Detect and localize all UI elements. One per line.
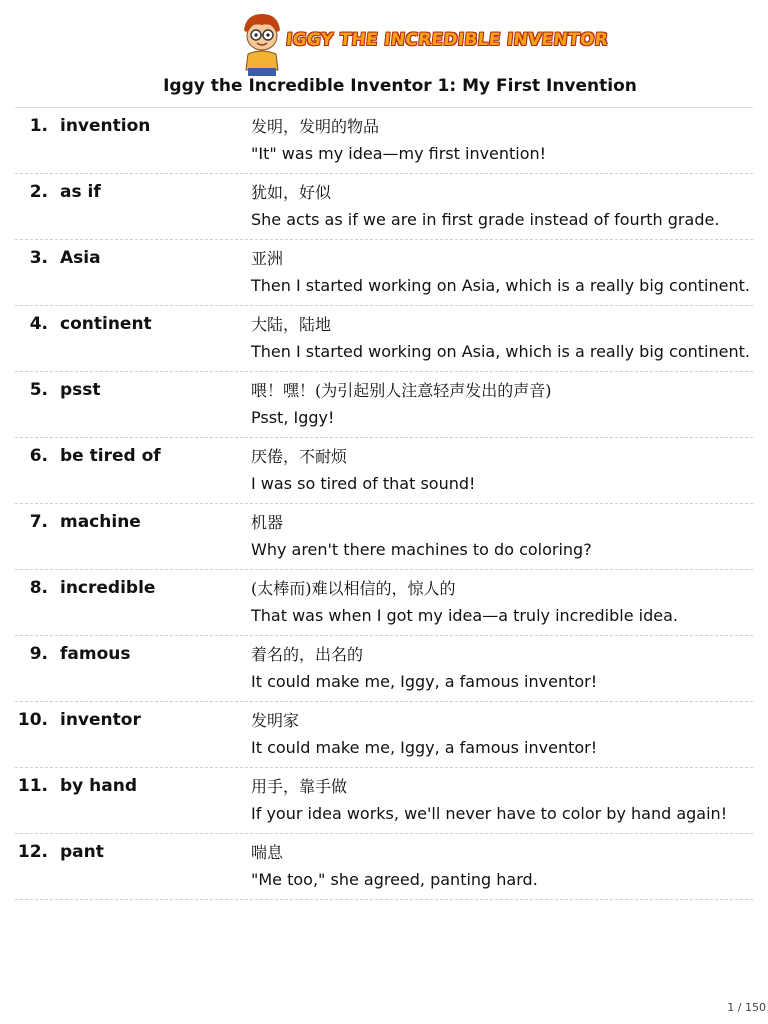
entry-number: 3. [29,248,48,268]
entry-chinese: 亚洲 [251,249,284,268]
entry-example: It could make me, Iggy, a famous inventor! [251,672,598,691]
entry-word: machine [60,512,141,532]
entry-example: Then I started working on Asia, which is a really big continent. [251,276,750,295]
entry-word: be tired of [60,446,161,466]
iggy-character-icon [244,14,280,76]
list-item [15,636,753,702]
entry-chinese: 犹如，好似 [251,183,332,202]
entry-chinese: 喘息 [251,843,284,862]
list-item [15,372,753,438]
list-item [15,702,753,768]
list-item [15,504,753,570]
entry-example: It could make me, Iggy, a famous inventor! [251,738,598,757]
entry-number: 2. [29,182,48,202]
vocabulary-list [15,108,753,900]
list-item [15,438,753,504]
entry-word: inventor [60,710,141,730]
entry-chinese: 喂！嘿！(为引起别人注意轻声发出的声音) [251,381,552,400]
entry-word: invention [60,116,151,136]
entry-chinese: 机器 [251,513,284,532]
entry-number: 5. [29,380,48,400]
entry-number: 1. [29,116,48,136]
list-item [15,570,753,636]
entry-chinese: 着名的，出名的 [251,645,364,664]
entry-word: psst [60,380,101,400]
entry-example: That was when I got my idea—a truly incredible idea. [251,606,678,625]
entry-example: "Me too," she agreed, panting hard. [251,870,538,889]
entry-chinese: 厌倦，不耐烦 [251,447,348,466]
entry-word: by hand [60,776,138,796]
entry-chinese: (太棒而)难以相信的，惊人的 [251,579,456,598]
entry-number: 11. [17,776,48,796]
entry-chinese: 大陆，陆地 [251,315,332,334]
entry-number: 7. [29,512,48,532]
page-number: 1 / 150 [727,1001,766,1014]
entry-word: famous [60,644,131,664]
list-item [15,240,753,306]
entry-number: 6. [29,446,48,466]
entry-word: Asia [60,248,101,268]
entry-word: as if [60,182,101,202]
list-item [15,108,753,174]
list-item [15,834,753,900]
logo-title: IGGY THE INCREDIBLE INVENTOR [284,30,610,50]
entry-example: She acts as if we are in first grade instead of fourth grade. [251,210,720,229]
entry-number: 9. [29,644,48,664]
entry-word: pant [60,842,104,862]
entry-example: If your idea works, we'll never have to color by hand again! [251,804,728,823]
list-item [15,174,753,240]
entry-number: 10. [17,710,48,730]
entry-chinese: 发明家 [251,711,300,730]
entry-example: "It" was my idea—my first invention! [251,144,547,163]
entry-example: Then I started working on Asia, which is a really big continent. [251,342,750,361]
page-title: Iggy the Incredible Inventor 1: My First Invention [163,76,637,96]
entry-word: incredible [60,578,156,598]
entry-example: Why aren't there machines to do coloring? [251,540,592,559]
list-item [15,768,753,834]
entry-number: 8. [29,578,48,598]
entry-example: Psst, Iggy! [251,408,335,427]
entry-number: 4. [29,314,48,334]
list-item [15,306,753,372]
entry-example: I was so tired of that sound! [251,474,476,493]
entry-number: 12. [17,842,48,862]
entry-chinese: 用手，靠手做 [251,777,348,796]
entry-word: continent [60,314,152,334]
entry-chinese: 发明，发明的物品 [251,117,380,136]
